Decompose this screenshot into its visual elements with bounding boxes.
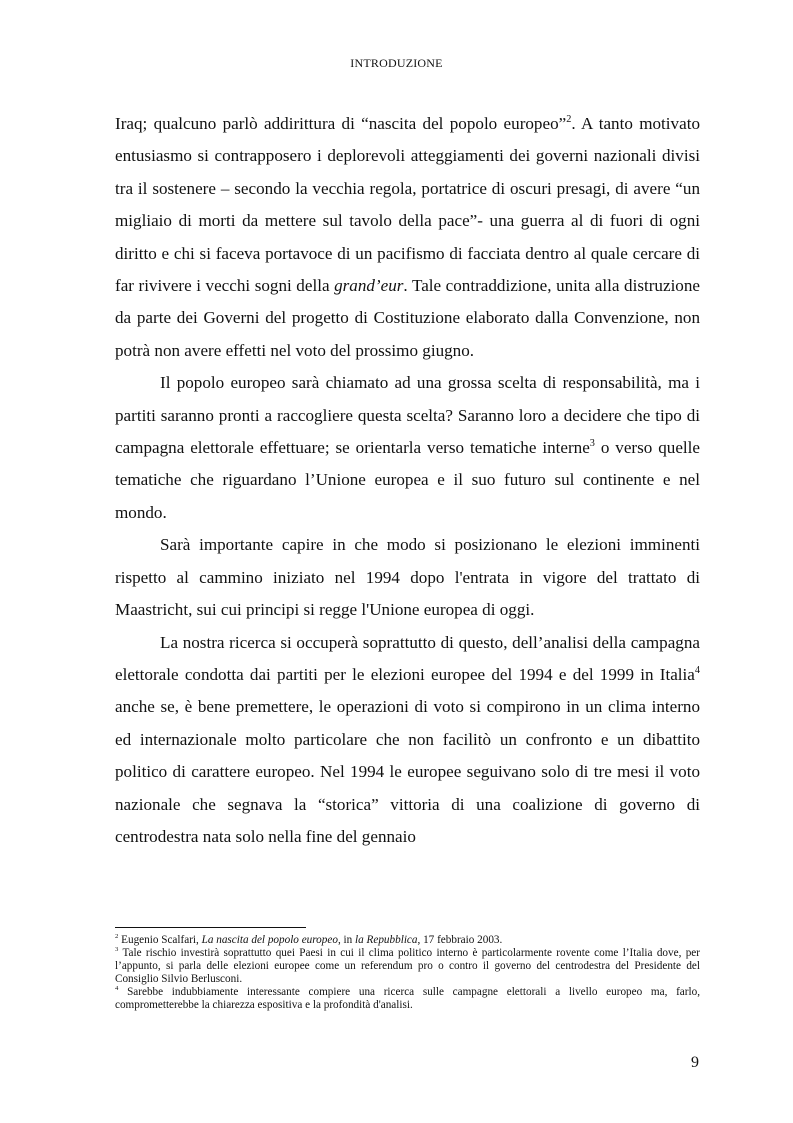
paragraph-4-text-b: anche se, è bene premettere, le operazioni di voto si compirono in un clima interno ed internazionale molto particolare che non facilitò un confronto e un dibattito politico di carattere europeo. Nel 1994 le europee seguivano solo di tre mesi il voto nazionale che segnava la “storica” vittoria di una coalizione di governo di centrodestra nata solo nella fine del gennaio [115,697,700,846]
paragraph-2 [115,367,700,529]
footnote-4-text: Sarebbe indubbiamente interessante compiere una ricerca sulle campagne elettorali a livello europeo ma, farlo, comprometterebbe la chiarezza espositiva e la profondità d'analisi. [115,985,700,1011]
footnote-4 [115,986,700,1012]
italic-term: grand’eur [334,276,404,296]
paragraph-2-text-a: Il popolo europeo sarà chiamato ad una grossa scelta di responsabilità, ma i partiti saranno pronti a raccogliere questa scelta? Saranno loro a decidere che tipo di campagna elettorale effettuare; se orientarla verso tematiche interne [115,373,700,458]
footnote-4-number: 4 [115,984,119,992]
footnote-2-text-c: , 17 febbraio 2003. [417,934,503,946]
footnotes [115,934,700,1011]
footnote-2 [115,934,700,947]
footnote-3-text: Tale rischio investirà soprattutto quei Paesi in cui il clima politico interno è particolarmente rovente come l’Italia dove, per l’appunto, si parla delle elezioni europee come un referendum pro o contro il governo del centrodestra del Presidente del Consiglio Silvio Berlusconi. [115,946,700,985]
running-header: INTRODUZIONE [350,56,443,70]
paragraph-3: Sarà importante capire in che modo si posizionano le elezioni imminenti rispetto al cammino iniziato nel 1994 dopo l'entrata in vigore del trattato di Maastricht, sui cui principi si regge l'Unione europea di oggi. [115,535,700,620]
paragraph-2-text-b: o verso quelle tematiche che riguardano l’Unione europea e il suo futuro sul continente e nel mondo. [115,438,700,522]
footnote-2-text-a: Eugenio Scalfari, [118,934,202,946]
footnote-ref-3: 3 [589,438,595,450]
footnote-2-number: 2 [115,933,119,941]
body-text [115,108,700,853]
paragraph-4-text-a: La nostra ricerca si occuperà soprattutto di questo, dell’analisi della campagna elettorale condotta dai partiti per le elezioni europee del 1994 e del 1999 in Italia [115,632,700,684]
paragraph-4 [115,627,700,854]
page-number: 9 [691,1054,699,1071]
footnote-ref-2: 2 [566,114,572,126]
paragraph-1-text-b: . A tanto motivato entusiasmo si contrapposero i deplorevoli atteggiamenti dei governi nazionali divisi tra il sostenere – secondo la vecchia regola, portatrice di oscuri presagi, di avere “un migliaio di morti da mettere sul tavolo della pace”- una guerra al di fuori di ogni diritto e chi si faceva portavoce di un pacifismo di facciata dentro al quale cercare di far rivivere i vecchi sogni della [115,114,700,296]
footnote-2-source: la Repubblica [355,934,418,946]
paragraph-1-text-a: Iraq; qualcuno parlò addirittura di “nascita del popolo europeo” [115,114,567,133]
footnote-separator [115,927,306,928]
paragraph-1-text-c: . Tale contraddizione, unita alla distruzione da parte dei Governi del progetto di Costituzione elaborato dalla Convenzione, non potrà non avere effetti nel voto del prossimo giugno. [115,276,700,360]
footnote-3 [115,947,700,986]
footnote-ref-4: 4 [694,665,700,677]
paragraph-1 [115,108,700,367]
footnote-3-number: 3 [115,946,119,954]
footnote-2-title: La nascita del popolo europeo [201,934,338,946]
footnote-2-text-b: , in [337,934,356,946]
